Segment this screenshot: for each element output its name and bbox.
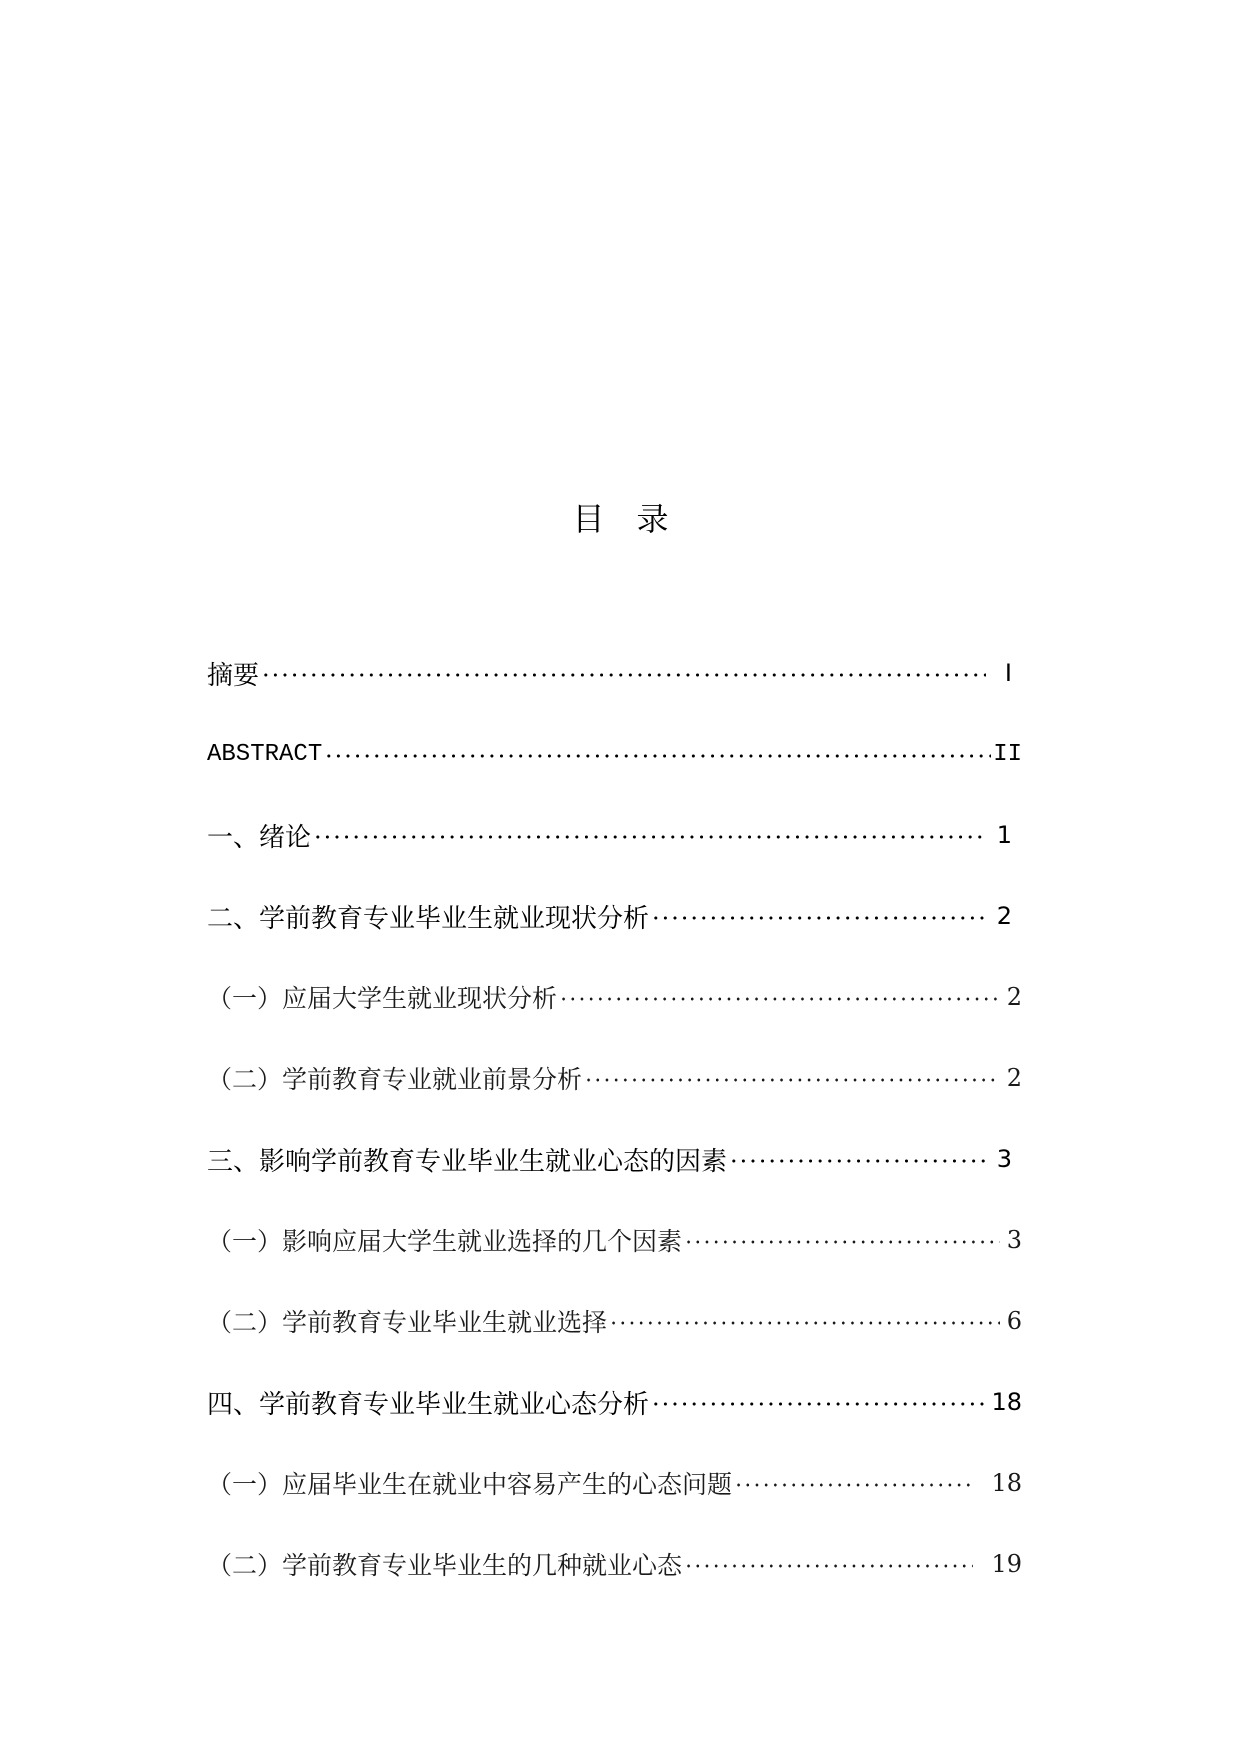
toc-entry-page: 19	[991, 1550, 1022, 1578]
toc-entry-label: 摘要	[207, 660, 260, 691]
toc-entry-page: 3	[1006, 1226, 1022, 1254]
toc-entry-label: （一）应届大学生就业现状分析	[207, 984, 558, 1013]
toc-entry-page: 6	[1006, 1307, 1022, 1335]
toc-entry-section-2-1	[207, 979, 1022, 1015]
dot-leader	[609, 1321, 1000, 1325]
toc-entry-chapter-3	[207, 1141, 1022, 1177]
toc-entry-page: 3	[996, 1145, 1012, 1173]
dot-leader	[559, 997, 1000, 1001]
dot-leader	[324, 754, 991, 758]
toc-entry-page: 2	[1006, 1064, 1022, 1092]
dot-leader	[729, 1159, 986, 1163]
toc-entry-page: 1	[996, 821, 1012, 849]
toc-entry-label: 二、学前教育专业毕业生就业现状分析	[207, 903, 650, 934]
toc-entry-abstract-cn	[207, 655, 1022, 691]
toc-entry-page: 2	[996, 902, 1012, 930]
toc-entry-chapter-1	[207, 817, 1022, 853]
toc-entry-page: II	[993, 740, 1022, 768]
toc-entry-page: 18	[991, 1469, 1022, 1497]
dot-leader	[651, 1402, 989, 1406]
toc-entry-label: （二）学前教育专业毕业生的几种就业心态	[207, 1551, 683, 1580]
toc-entry-label: （二）学前教育专业就业前景分析	[207, 1065, 583, 1094]
toc-entry-label: 四、学前教育专业毕业生就业心态分析	[207, 1389, 650, 1420]
toc-entry-section-3-1	[207, 1222, 1022, 1258]
toc-entry-label: ABSTRACT	[207, 740, 323, 768]
toc-entry-section-2-2	[207, 1060, 1022, 1096]
dot-leader	[684, 1564, 973, 1568]
toc-entry-chapter-2	[207, 898, 1022, 934]
toc-entry-label: （二）学前教育专业毕业生就业选择	[207, 1308, 608, 1337]
toc-title	[0, 494, 1241, 540]
toc-entry-label: 一、绪论	[207, 822, 312, 853]
dot-leader	[651, 916, 986, 920]
dot-leader	[261, 673, 986, 677]
toc-entry-label: （一）影响应届大学生就业选择的几个因素	[207, 1227, 683, 1256]
dot-leader	[584, 1078, 1000, 1082]
toc-entry-label: （一）应届毕业生在就业中容易产生的心态问题	[207, 1470, 733, 1499]
dot-leader	[684, 1240, 1000, 1244]
toc-title-char-1: 目	[572, 500, 605, 538]
toc-entry-page: 18	[991, 1388, 1022, 1416]
toc-entry-page: I	[1004, 659, 1012, 687]
toc-entry-page: 2	[1006, 983, 1022, 1011]
toc-entry-section-3-2	[207, 1303, 1022, 1339]
dot-leader	[313, 835, 986, 839]
toc-entry-section-4-1	[207, 1465, 1022, 1501]
toc-title-char-2: 录	[636, 500, 669, 538]
toc-entry-label: 三、影响学前教育专业毕业生就业心态的因素	[207, 1146, 728, 1177]
dot-leader	[734, 1483, 973, 1487]
toc-entry-abstract-en	[207, 736, 1022, 772]
toc-entry-section-4-2	[207, 1546, 1022, 1582]
toc-entry-chapter-4	[207, 1384, 1022, 1420]
